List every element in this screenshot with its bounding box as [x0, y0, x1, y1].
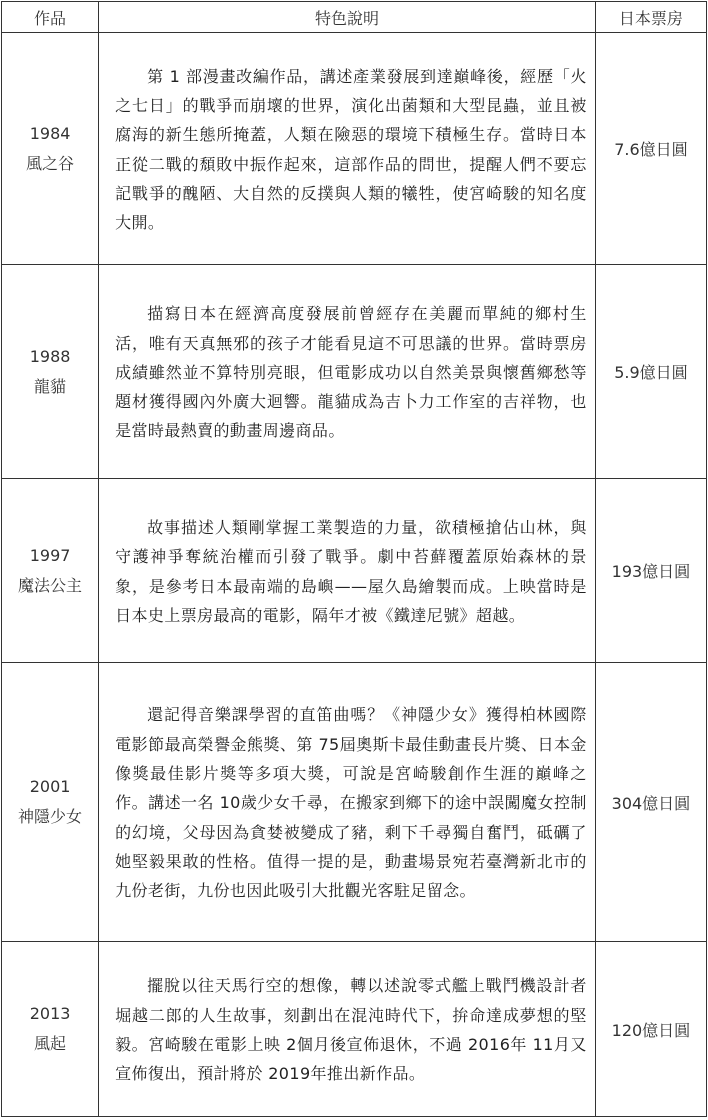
work-year: 1984	[29, 123, 71, 143]
header-row	[2, 2, 707, 33]
work-title: 風起	[34, 1034, 67, 1053]
table-row	[2, 265, 707, 479]
work-title: 神隱少女	[18, 807, 83, 826]
table-row	[2, 663, 707, 942]
work-year: 1988	[29, 346, 71, 366]
work-title: 風之谷	[26, 153, 75, 173]
box-office-cell: 304億日圓	[595, 663, 706, 942]
work-title: 龍貓	[34, 376, 67, 396]
table-row	[2, 942, 707, 1117]
work-cell	[2, 33, 99, 265]
work-year: 2001	[29, 777, 71, 796]
table-row	[2, 33, 707, 265]
description-cell	[99, 265, 596, 479]
work-cell	[2, 265, 99, 479]
box-office-cell: 7.6億日圓	[595, 33, 706, 265]
box-office-cell: 120億日圓	[595, 942, 706, 1117]
description-text: 擺脫以往天馬行空的想像，轉以述說零式艦上戰鬥機設計者堀越二郎的人生故事，刻劃出在混沌時代下，拚命達成夢想的堅毅。宮崎駿在電影上映 2個月後宣佈退休，不過 2016年 11月又宣佈復出，預計將於 2019年推出新作品。	[115, 976, 587, 1084]
description-cell	[99, 663, 596, 942]
work-year: 2013	[29, 1004, 71, 1023]
description-text: 還記得音樂課學習的直笛曲嗎？《神隱少女》獲得柏林國際電影節最高榮譽金熊獎、第 75屆奧斯卡最佳動畫長片獎、日本金像獎最佳影片獎等多項大獎，可說是宮崎駿創作生涯的巔峰之作。講述一名 10歲少女千尋，在搬家到鄉下的途中誤闖魔女控制的幻境，父母因為貪婪被變成了豬，剩下千尋獨自奮鬥，砥礪了她堅毅果敢的性格。值得一提的是，動畫場景宛若臺灣新北市的九份老街，九份也因此吸引大批觀光客駐足留念。	[115, 705, 587, 901]
description-text: 故事描述人類剛掌握工業製造的力量，欲積極搶佔山林，與守護神爭奪統治權而引發了戰爭。劇中苔蘚覆蓋原始森林的景象，是參考日本最南端的島嶼——屋久島繪製而成。上映當時是日本史上票房最高的電影，隔年才被《鐵達尼號》超越。	[115, 517, 587, 625]
description-cell	[99, 33, 596, 265]
work-cell	[2, 479, 99, 663]
box-office-cell: 193億日圓	[595, 479, 706, 663]
header-box-office: 日本票房	[595, 2, 706, 33]
work-cell	[2, 663, 99, 942]
description-cell	[99, 942, 596, 1117]
work-cell	[2, 942, 99, 1117]
description-cell	[99, 479, 596, 663]
description-text: 第 1 部漫畫改編作品，講述產業發展到達巔峰後，經歷「火之七日」的戰爭而崩壞的世界，演化出菌類和大型昆蟲，並且被腐海的新生態所掩蓋，人類在險惡的環境下積極生存。當時日本正從二戰的頹敗中振作起來，這部作品的問世，提醒人們不要忘記戰爭的醜陋、大自然的反撲與人類的犧牲，使宮崎駿的知名度大開。	[115, 66, 587, 233]
box-office-cell: 5.9億日圓	[595, 265, 706, 479]
header-description: 特色說明	[99, 2, 596, 33]
header-work: 作品	[2, 2, 99, 33]
table-row	[2, 479, 707, 663]
ghibli-films-table	[1, 1, 707, 1117]
work-year: 1997	[29, 545, 71, 565]
description-text: 描寫日本在經濟高度發展前曾經存在美麗而單純的鄉村生活，唯有天真無邪的孩子才能看見這不可思議的世界。當時票房成績雖然並不算特別亮眼，但電影成功以自然美景與懷舊鄉愁等題材獲得國內外廣大迴響。龍貓成為吉卜力工作室的吉祥物，也是當時最熱賣的動畫周邊商品。	[115, 304, 587, 441]
work-title: 魔法公主	[18, 575, 83, 595]
